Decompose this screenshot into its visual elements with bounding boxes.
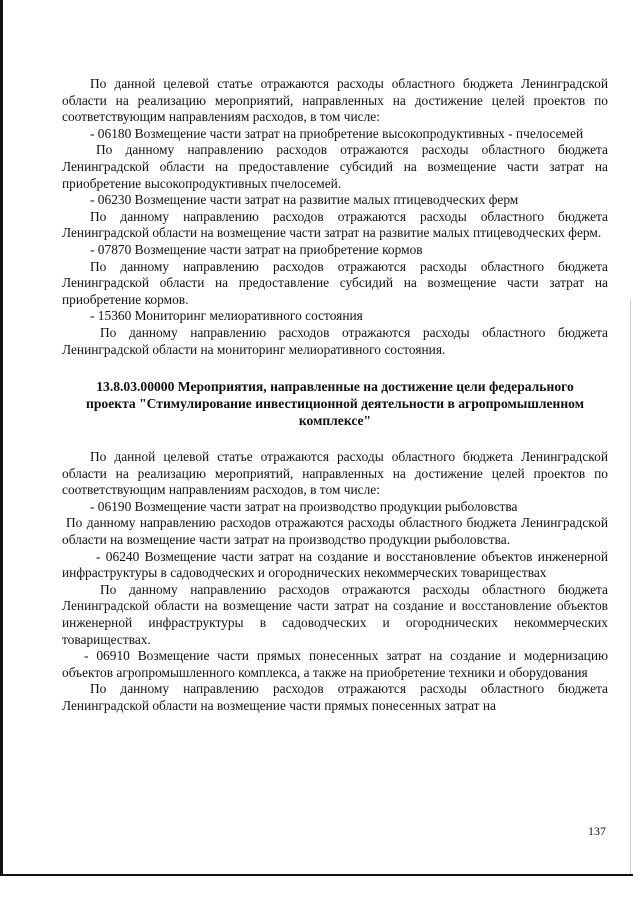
section-heading: 13.8.03.00000 Мероприятия, направленные на достижение цели федерального проекта "Стимулирование инвестиционной деятельности в агропромышленном комплексе" xyxy=(86,379,584,429)
list-item-06190: - 06190 Возмещение части затрат на производство продукции рыболовства xyxy=(90,498,518,514)
paragraph-06180-description: По данному направлению расходов отражаются расходы областного бюджета Ленинградской области на предоставление субсидий на возмещение части затрат на приобретение высокопродуктивных пчелосемей. xyxy=(62,142,608,191)
paragraph-intro-2: По данной целевой статье отражаются расходы областного бюджета Ленинградской области на реализацию мероприятий, направленных на достижение целей проектов по соответствующим направлениям расходов, в том числе: xyxy=(62,449,608,498)
list-item-06910: - 06910 Возмещение части прямых понесенных затрат на создание и модернизацию объектов агропромышленного комплекса, а также на приобретение техники и оборудования xyxy=(62,648,608,680)
paragraph-06190-description: По данному направлению расходов отражаются расходы областного бюджета Ленинградской области на возмещение части затрат на производство продукции рыболовства. xyxy=(62,515,608,548)
scan-border-bottom xyxy=(0,874,633,876)
list-item-06230: - 06230 Возмещение части затрат на развитие малых птицеводческих ферм xyxy=(90,192,519,208)
paragraph-06240-description: По данному направлению расходов отражаются расходы областного бюджета Ленинградской области на возмещение части затрат на создание и восстановление объектов инженерной инфраструктуры в садоводческих и огороднических некоммерческих товариществах. xyxy=(62,581,608,647)
paragraph-06910-description: По данному направлению расходов отражаются расходы областного бюджета Ленинградской области на возмещение части прямых понесенных затрат на xyxy=(62,681,608,713)
scan-border-left xyxy=(0,0,3,876)
paragraph-06230-description: По данному направлению расходов отражаются расходы областного бюджета Ленинградской области на возмещение части затрат на развитие малых птицеводческих ферм. xyxy=(62,208,608,241)
paragraph-07870-description: По данному направлению расходов отражаются расходы областного бюджета Ленинградской области на предоставление субсидий на возмещение части затрат на приобретение кормов. xyxy=(62,258,608,307)
document-page xyxy=(62,76,608,715)
page-number: 137 xyxy=(588,824,606,838)
list-item-06240: - 06240 Возмещение части затрат на создание и восстановление объектов инженерной инфраструктуры в садоводческих и огороднических некоммерческих товариществах xyxy=(62,548,608,581)
scan-border-right xyxy=(630,300,631,874)
list-item-06180: - 06180 Возмещение части затрат на приобретение высокопродуктивных - пчелосемей xyxy=(90,125,584,141)
paragraph-intro: По данной целевой статье отражаются расходы областного бюджета Ленинградской области на реализацию мероприятий, направленных на достижение целей проектов по соответствующим направлениям расходов, в том числе: xyxy=(62,76,608,125)
paragraph-15360-description: По данному направлению расходов отражаются расходы областного бюджета Ленинградской области на мониторинг мелиоративного состояния. xyxy=(62,324,608,357)
list-item-07870: - 07870 Возмещение части затрат на приобретение кормов xyxy=(90,241,423,257)
list-item-15360: - 15360 Мониторинг мелиоративного состояния xyxy=(90,308,363,324)
